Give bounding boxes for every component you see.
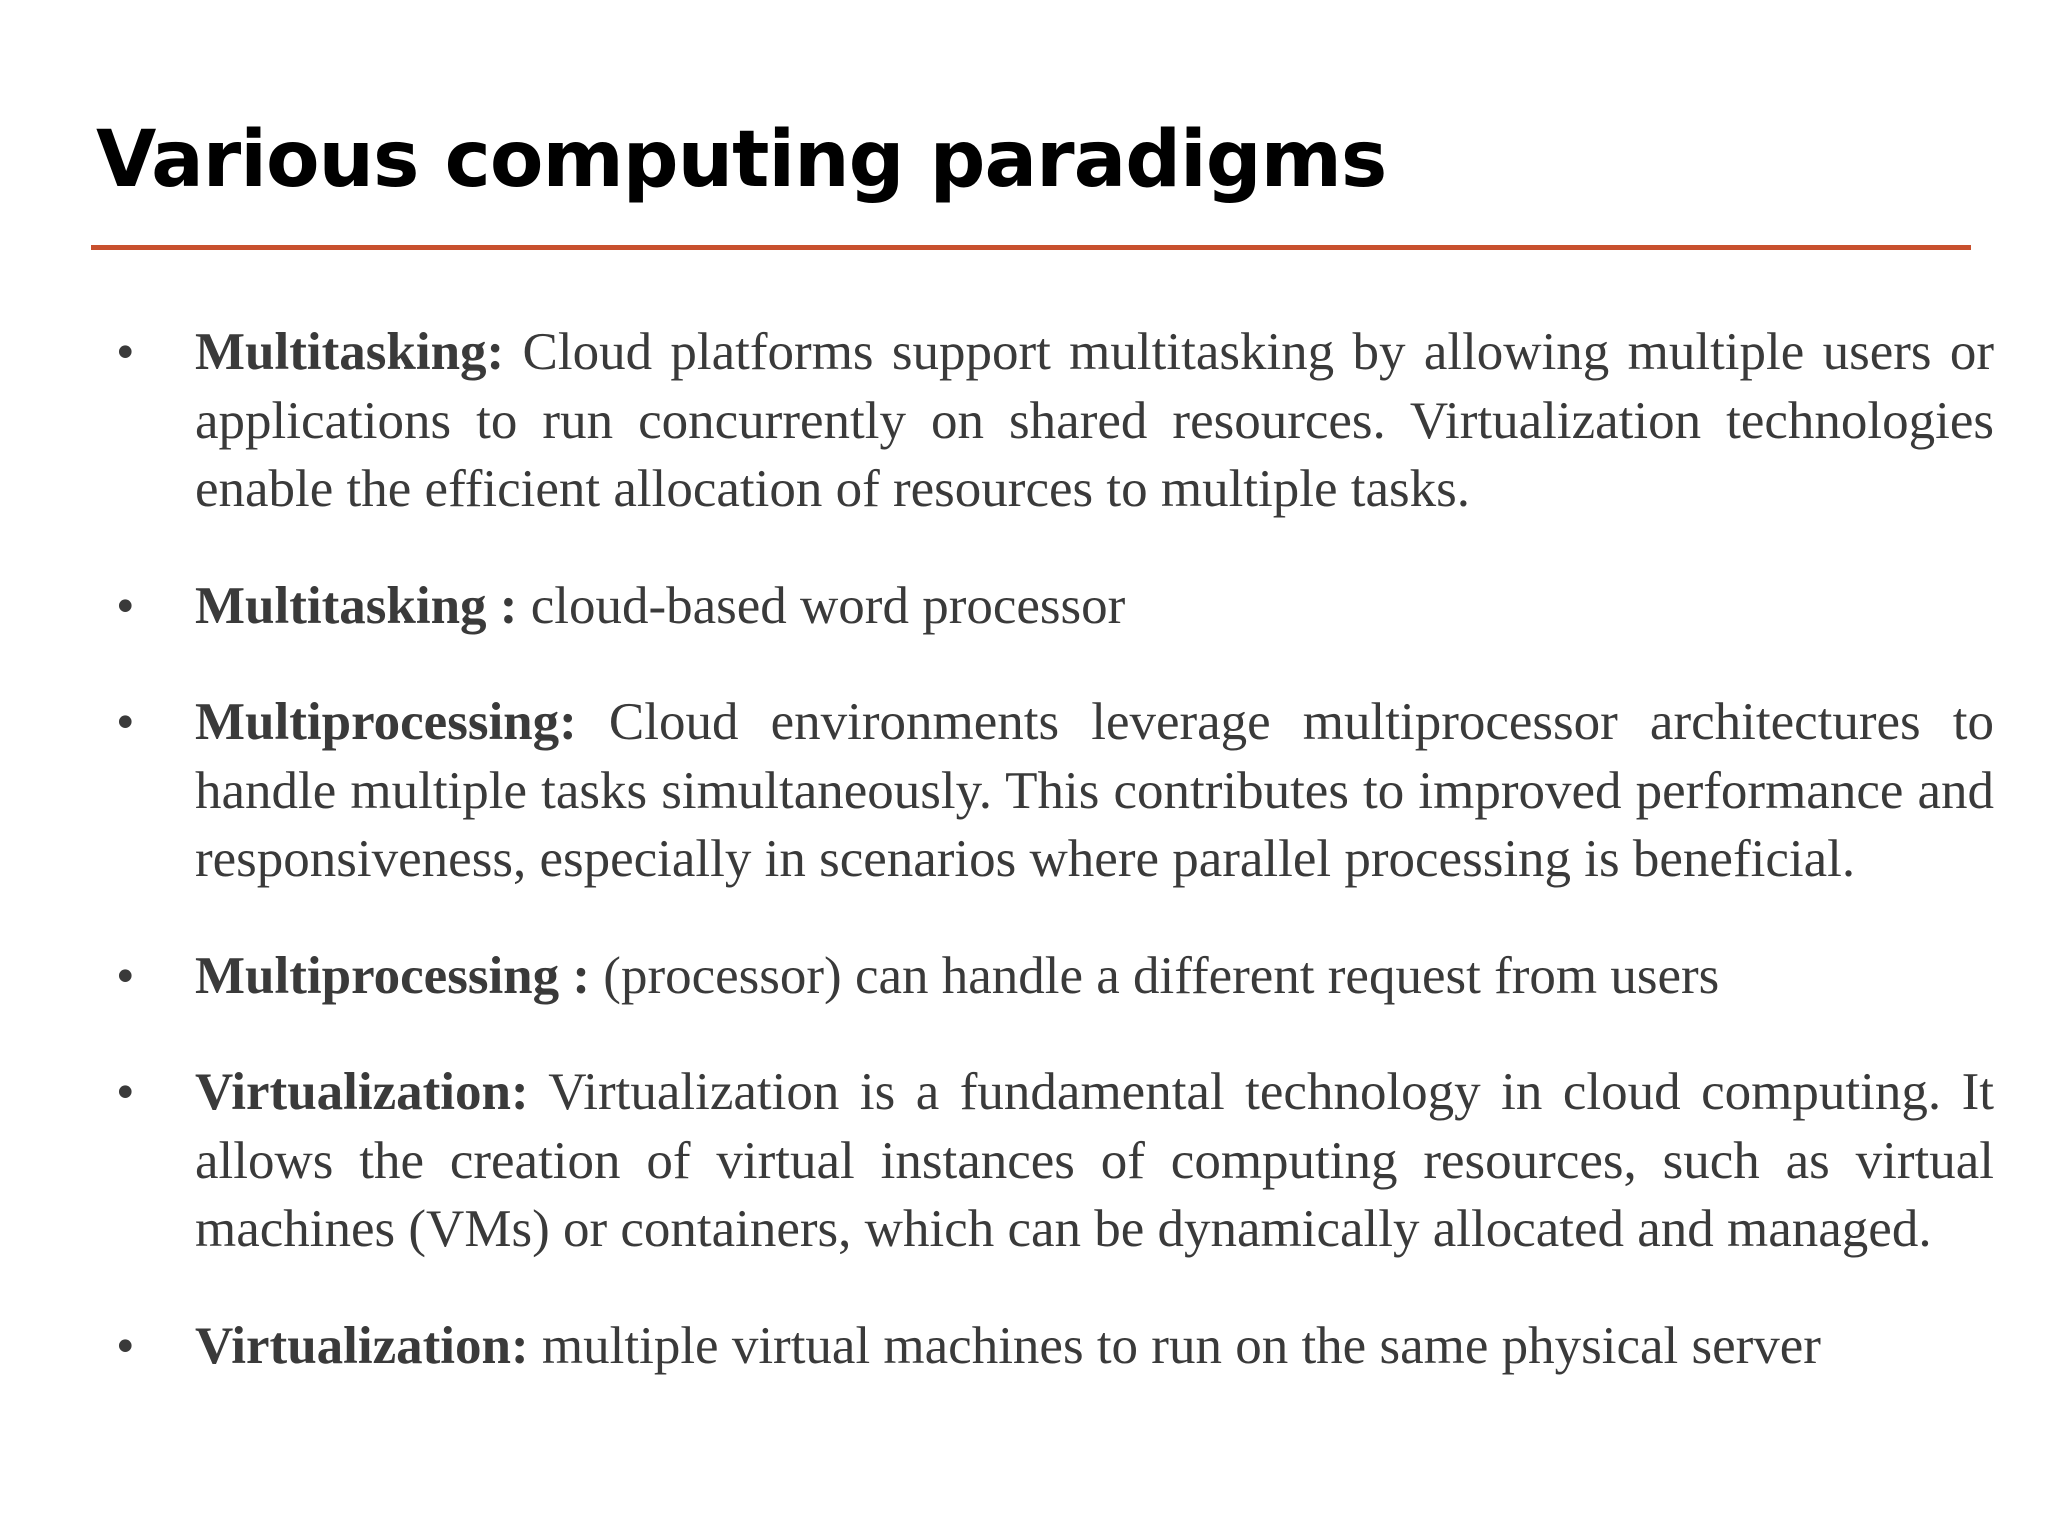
bullet-term: Virtualization: xyxy=(195,1063,529,1121)
bullet-text: cloud-based word processor xyxy=(517,576,1126,635)
bullet-item xyxy=(110,1312,1994,1381)
bullet-icon: • xyxy=(116,576,135,635)
bullet-text: Virtualization is a fundamental technology in cloud computing. It allows the creation of virtual instances of computing resources, such as virtual machines (VMs) or containers, which can be dynamically allocated and managed. xyxy=(195,1063,1994,1258)
bullet-item xyxy=(110,572,1994,641)
bullet-item xyxy=(110,688,1994,894)
bullet-icon: • xyxy=(116,1063,135,1121)
bullet-term: Multiprocessing: xyxy=(195,693,577,751)
bullet-term: Multiprocessing : xyxy=(195,946,591,1005)
bullet-text: Cloud platforms support multitasking by allowing multiple users or applications to run concurrently on shared resources. Virtualization technologies enable the efficient allocation of resources to multiple tasks. xyxy=(195,323,1994,518)
bullet-text: multiple virtual machines to run on the same physical server xyxy=(528,1316,1821,1375)
title-divider xyxy=(91,245,1971,250)
bullet-item xyxy=(110,318,1994,524)
bullet-text: Cloud environments leverage multiprocessor architectures to handle multiple tasks simultaneously. This contributes to improved performance and responsiveness, especially in scenarios where parallel processing is beneficial. xyxy=(195,693,1994,888)
bullet-icon: • xyxy=(116,1316,135,1375)
bullet-term: Multitasking : xyxy=(195,576,518,635)
bullet-item xyxy=(110,942,1994,1011)
bullet-icon: • xyxy=(116,323,135,381)
bullet-item xyxy=(110,1058,1994,1264)
bullet-text: (processor) can handle a different request from users xyxy=(590,946,1720,1005)
bullet-icon: • xyxy=(116,946,135,1005)
bullet-icon: • xyxy=(116,693,135,751)
slide-title: Various computing paradigms xyxy=(96,115,1387,205)
bullet-term: Multitasking: xyxy=(195,323,505,381)
bullet-list xyxy=(110,318,1994,1428)
bullet-term: Virtualization: xyxy=(195,1316,529,1375)
